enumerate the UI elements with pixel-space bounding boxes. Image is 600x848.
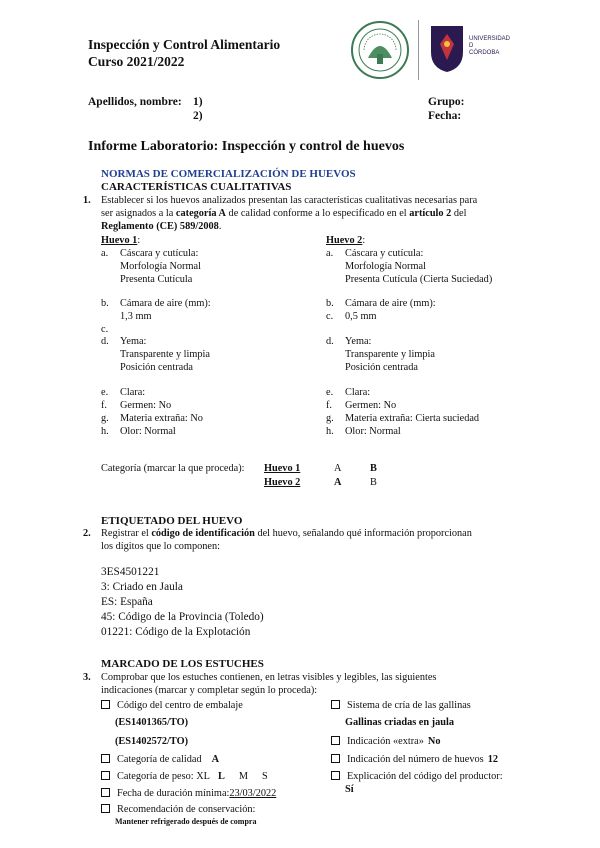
egg1-item-b: b. Cámara de aire (mm):	[101, 298, 211, 309]
section3-intro-line1: Comprobar que los estuches contienen, en letras visibles y legibles, las siguientes	[101, 672, 437, 683]
egg2-item-g: g. Materia extraña: Cierta suciedad	[326, 413, 480, 424]
category-egg2-option-b[interactable]: B	[370, 477, 377, 488]
logo-divider	[418, 20, 419, 80]
egg2-a-value2: Presenta Cutícula (Cierta Suciedad)	[345, 274, 493, 285]
egg2-d-value2: Posición centrada	[345, 362, 418, 373]
egg2-item-b: b. Cámara de aire (mm):	[326, 298, 436, 309]
date-field[interactable]: Fecha:	[428, 110, 462, 122]
egg1-item-g: g. Materia extraña: No	[101, 413, 203, 424]
category-egg1: Huevo 1	[264, 463, 301, 474]
section1-subheading: CARACTERÍSTICAS CUALITATIVAS	[101, 181, 292, 193]
faculty-seal-logo	[350, 20, 410, 85]
report-title: Informe Laboratorio: Inspección y control de huevos	[88, 139, 405, 154]
egg1-title: Huevo 1:	[101, 235, 141, 246]
code-line: 3: Criado en Jaula	[101, 581, 183, 593]
producer-code-check[interactable]: Explicación del código del productor:	[331, 771, 503, 784]
university-logo	[427, 22, 467, 79]
packing-code-1: (ES1401365/TO)	[115, 717, 189, 728]
name-1-field[interactable]: 1)	[193, 96, 203, 108]
checkbox[interactable]	[331, 736, 340, 745]
name-2-field[interactable]: 2)	[193, 110, 203, 122]
university-name: UNIVERSIDAD D CÓRDOBA	[469, 36, 511, 56]
producer-code-value: Sí	[345, 784, 354, 795]
weight-category-check[interactable]: Categoría de peso: XL L M S	[101, 771, 268, 784]
section1-intro-line1: Establecer si los huevos analizados presentan las características cualitativas necesarias para	[101, 195, 478, 206]
egg1-item-e: e. Clara:	[101, 387, 146, 398]
egg1-d-value2: Posición centrada	[120, 362, 193, 373]
section3-intro-line2: indicaciones (marcar y completar según lo proceda):	[101, 685, 318, 696]
egg2-title: Huevo 2:	[326, 235, 366, 246]
egg1-a-value1: Morfología Normal	[120, 261, 201, 272]
section2-intro-line2: los dígitos que lo componen:	[101, 541, 220, 552]
egg2-item-a: a. Cáscara y cutícula:	[326, 248, 424, 259]
checkbox[interactable]	[101, 771, 110, 780]
section1-heading: NORMAS DE COMERCIALIZACIÓN DE HUEVOS	[101, 168, 356, 180]
egg2-item-f: f. Germen: No	[326, 400, 397, 411]
course-title: Inspección y Control Alimentario	[88, 37, 281, 52]
section3-heading: MARCADO DE LOS ESTUCHES	[101, 658, 264, 670]
egg-code: 3ES4501221	[101, 566, 160, 578]
checkbox[interactable]	[331, 700, 340, 709]
group-field[interactable]: Grupo:	[428, 96, 465, 108]
section3-number: 3.	[83, 672, 91, 683]
checkbox[interactable]	[101, 700, 110, 709]
egg2-item-d: d. Yema:	[326, 336, 372, 347]
code-line: ES: España	[101, 596, 153, 608]
category-egg2-option-a[interactable]: A	[334, 477, 342, 488]
expiry-date-check[interactable]: Fecha de duración mínima:23/03/2022	[101, 788, 276, 801]
section1-intro-line3: Reglamento (CE) 589/2008.	[101, 221, 222, 232]
egg2-d-value1: Transparente y limpia	[345, 349, 435, 360]
egg1-item-c: c.	[101, 324, 109, 335]
code-line: 45: Código de la Provincia (Toledo)	[101, 611, 264, 623]
egg1-a-value2: Presenta Cutícula	[120, 274, 193, 285]
section2-number: 2.	[83, 528, 91, 539]
quality-category-check[interactable]: Categoría de calidad A	[101, 754, 219, 767]
egg1-b-value: 1,3 mm	[120, 311, 152, 322]
egg1-item-f: f. Germen: No	[101, 400, 172, 411]
egg2-item-e: e. Clara:	[326, 387, 371, 398]
section1-number: 1.	[83, 195, 91, 206]
category-label: Categoría (marcar la que proceda):	[101, 463, 245, 474]
storage-check[interactable]: Recomendación de conservación:	[101, 804, 255, 817]
egg1-d-value1: Transparente y limpia	[120, 349, 210, 360]
egg1-item-a: a. Cáscara y cutícula:	[101, 248, 199, 259]
course-year: Curso 2021/2022	[88, 54, 185, 69]
checkbox[interactable]	[101, 754, 110, 763]
breeding-system-value: Gallinas criadas en jaula	[345, 717, 454, 728]
storage-value: Mantener refrigerado después de compra	[115, 817, 257, 826]
egg1-item-h: h. Olor: Normal	[101, 426, 176, 437]
extra-check[interactable]: Indicación «extra» No	[331, 736, 441, 749]
category-egg2: Huevo 2	[264, 477, 301, 488]
packing-center-check[interactable]: Código del centro de embalaje	[101, 700, 243, 713]
egg1-item-d: d. Yema:	[101, 336, 147, 347]
names-label: Apellidos, nombre:	[88, 96, 182, 108]
checkbox[interactable]	[331, 771, 340, 780]
egg2-a-value1: Morfología Normal	[345, 261, 426, 272]
code-line: 01221: Código de la Explotación	[101, 626, 251, 638]
packing-code-2: (ES1402572/TO)	[115, 736, 189, 747]
egg2-item-c: c. 0,5 mm	[326, 311, 377, 322]
section2-heading: ETIQUETADO DEL HUEVO	[101, 515, 243, 527]
category-egg1-option-b[interactable]: B	[370, 463, 377, 474]
breeding-system-check[interactable]: Sistema de cría de las gallinas	[331, 700, 471, 713]
section1-intro-line2: ser asignados a la categoría A de calidad conforme a lo especificado en el artículo 2 del	[101, 208, 467, 219]
category-egg1-option-a[interactable]: A	[334, 463, 342, 474]
section2-intro-line1: Registrar el código de identificación del huevo, señalando qué información proporcionan	[101, 528, 472, 539]
checkbox[interactable]	[331, 754, 340, 763]
checkbox[interactable]	[101, 804, 110, 813]
egg2-item-h: h. Olor: Normal	[326, 426, 401, 437]
egg-count-check[interactable]: Indicación del número de huevos 12	[331, 754, 498, 767]
checkbox[interactable]	[101, 788, 110, 797]
